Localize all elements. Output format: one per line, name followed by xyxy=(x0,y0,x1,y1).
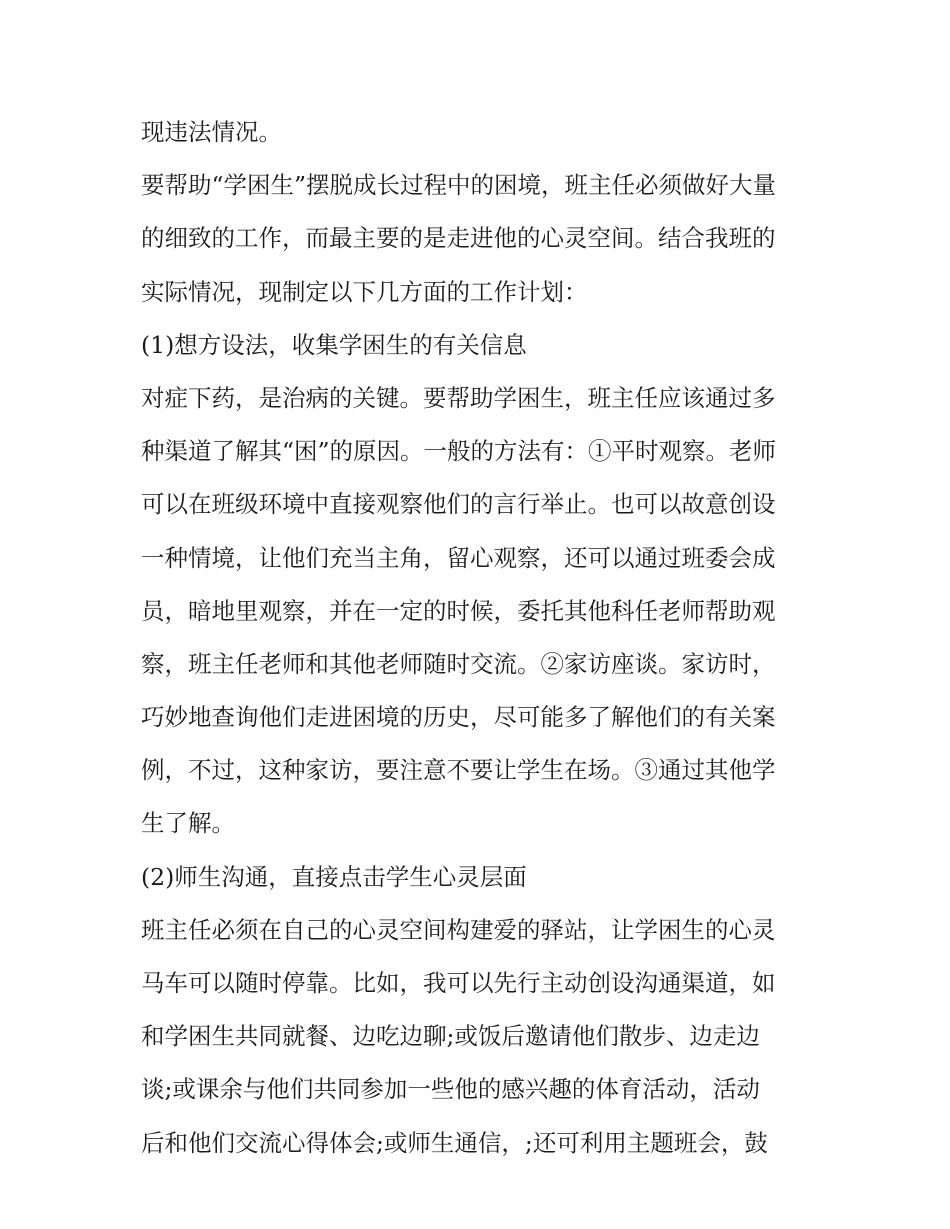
text-line: 巧妙地查询他们走进困境的历史，尽可能多了解他们的有关案 xyxy=(141,703,776,732)
text-line: 后和他们交流心得体会;或师生通信，;还可利用主题班会，鼓 xyxy=(141,1128,768,1157)
text-line: 对症下药，是治病的关键。要帮助学困生，班主任应该通过多 xyxy=(141,383,776,412)
text-line: 例，不过，这种家访，要注意不要让学生在场。③通过其他学 xyxy=(141,756,776,785)
text-line: 生了解。 xyxy=(141,809,235,838)
text-line: 要帮助“学困生”摆脱成长过程中的困境，班主任必须做好大量 xyxy=(141,171,777,200)
text-line: 种渠道了解其“困”的原因。一般的方法有：①平时观察。老师 xyxy=(141,437,777,466)
text-line: 现违法情况。 xyxy=(141,118,282,146)
section-heading: (1)想方设法，收集学困生的有关信息 xyxy=(141,330,527,359)
text-line: 察，班主任老师和其他老师随时交流。②家访座谈。家访时， xyxy=(141,649,776,678)
text-line: 谈;或课余与他们共同参加一些他的感兴趣的体育活动，活动 xyxy=(141,1075,760,1104)
section-heading: (2)师生沟通，直接点击学生心灵层面 xyxy=(141,862,527,891)
text-line: 和学困生共同就餐、边吃边聊;或饭后邀请他们散步、边走边 xyxy=(141,1022,760,1051)
text-line: 班主任必须在自己的心灵空间构建爱的驿站，让学困生的心灵 xyxy=(141,915,776,944)
text-line: 实际情况，现制定以下几方面的工作计划： xyxy=(141,277,588,306)
text-line: 一种情境，让他们充当主角，留心观察，还可以通过班委会成 xyxy=(141,543,776,572)
text-line: 的细致的工作，而最主要的是走进他的心灵空间。结合我班的 xyxy=(141,224,776,253)
document-body xyxy=(141,106,821,1170)
text-line: 员，暗地里观察，并在一定的时候，委托其他科任老师帮助观 xyxy=(141,596,776,625)
text-line: 马车可以随时停靠。比如，我可以先行主动创设沟通渠道，如 xyxy=(141,969,776,997)
text-line: 可以在班级环境中直接观察他们的言行举止。也可以故意创设 xyxy=(141,490,776,519)
